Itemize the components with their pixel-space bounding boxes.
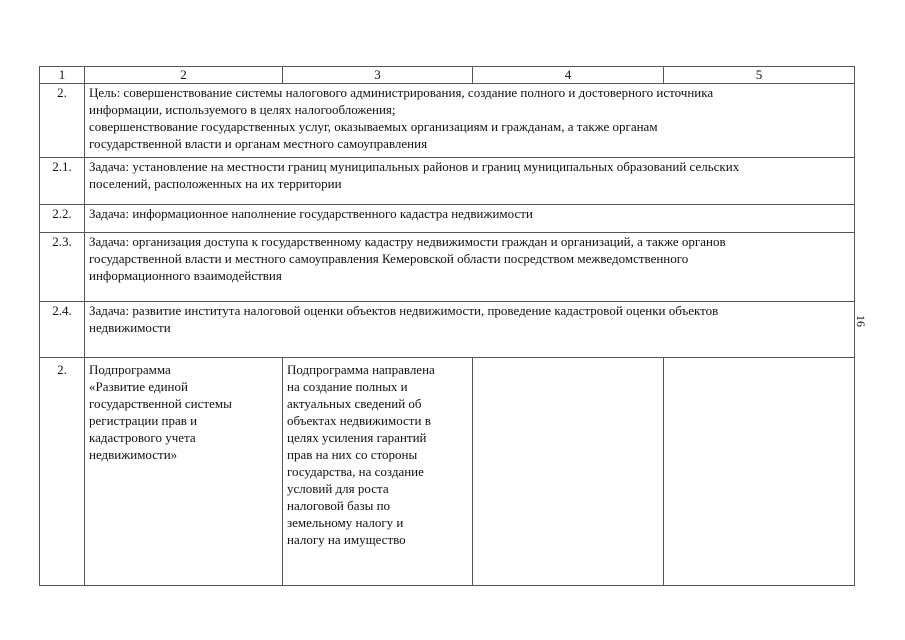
column-number-1: 1 (40, 67, 85, 84)
task-row-4 (40, 302, 855, 358)
task-1-number: 2.1. (40, 158, 85, 205)
subprogram-name: Подпрограмма «Развитие единой государственной системы регистрации прав и кадастрового учета недвижимости» (85, 358, 283, 586)
column-number-5: 5 (664, 67, 855, 84)
task-2-number: 2.2. (40, 205, 85, 233)
subprogram-description: Подпрограмма направлена на создание полных и актуальных сведений об объектах недвижимости в целях усиления гарантий прав на них со стороны государства, на создание условий для роста налоговой базы по земельному налогу и налогу на имущество (283, 358, 473, 586)
column-number-3: 3 (283, 67, 473, 84)
task-row-3 (40, 233, 855, 302)
subprogram-column-4 (473, 358, 664, 586)
goal-row (40, 84, 855, 158)
column-number-4: 4 (473, 67, 664, 84)
task-3-text: Задача: организация доступа к государственному кадастру недвижимости граждан и организаций, а также органов государственной власти и местного самоуправления Кемеровской области посредством межведомственного информационного взаимодействия (85, 233, 855, 302)
subprogram-column-5 (664, 358, 855, 586)
column-number-header-row (40, 67, 855, 84)
goal-text: Цель: совершенствование системы налогового администрирования, создание полного и достоверного источника информации, используемого в целях налогообложения; совершенствование государственных услуг, оказываемых организациям и гражданам, а также органам государственной власти и органам местного самоуправления (85, 84, 855, 158)
task-row-2 (40, 205, 855, 233)
task-1-text: Задача: установление на местности границ муниципальных районов и границ муниципальных образований сельских поселений, расположенных на их территории (85, 158, 855, 205)
task-2-text: Задача: информационное наполнение государственного кадастра недвижимости (85, 205, 855, 233)
subprogram-row (40, 358, 855, 586)
page-number: 16 (854, 315, 868, 327)
task-4-number: 2.4. (40, 302, 85, 358)
task-3-number: 2.3. (40, 233, 85, 302)
task-4-text: Задача: развитие института налоговой оценки объектов недвижимости, проведение кадастровой оценки объектов недвижимости (85, 302, 855, 358)
goal-row-number: 2. (40, 84, 85, 158)
column-number-2: 2 (85, 67, 283, 84)
task-row-1 (40, 158, 855, 205)
program-table (39, 66, 855, 586)
subprogram-number: 2. (40, 358, 85, 586)
